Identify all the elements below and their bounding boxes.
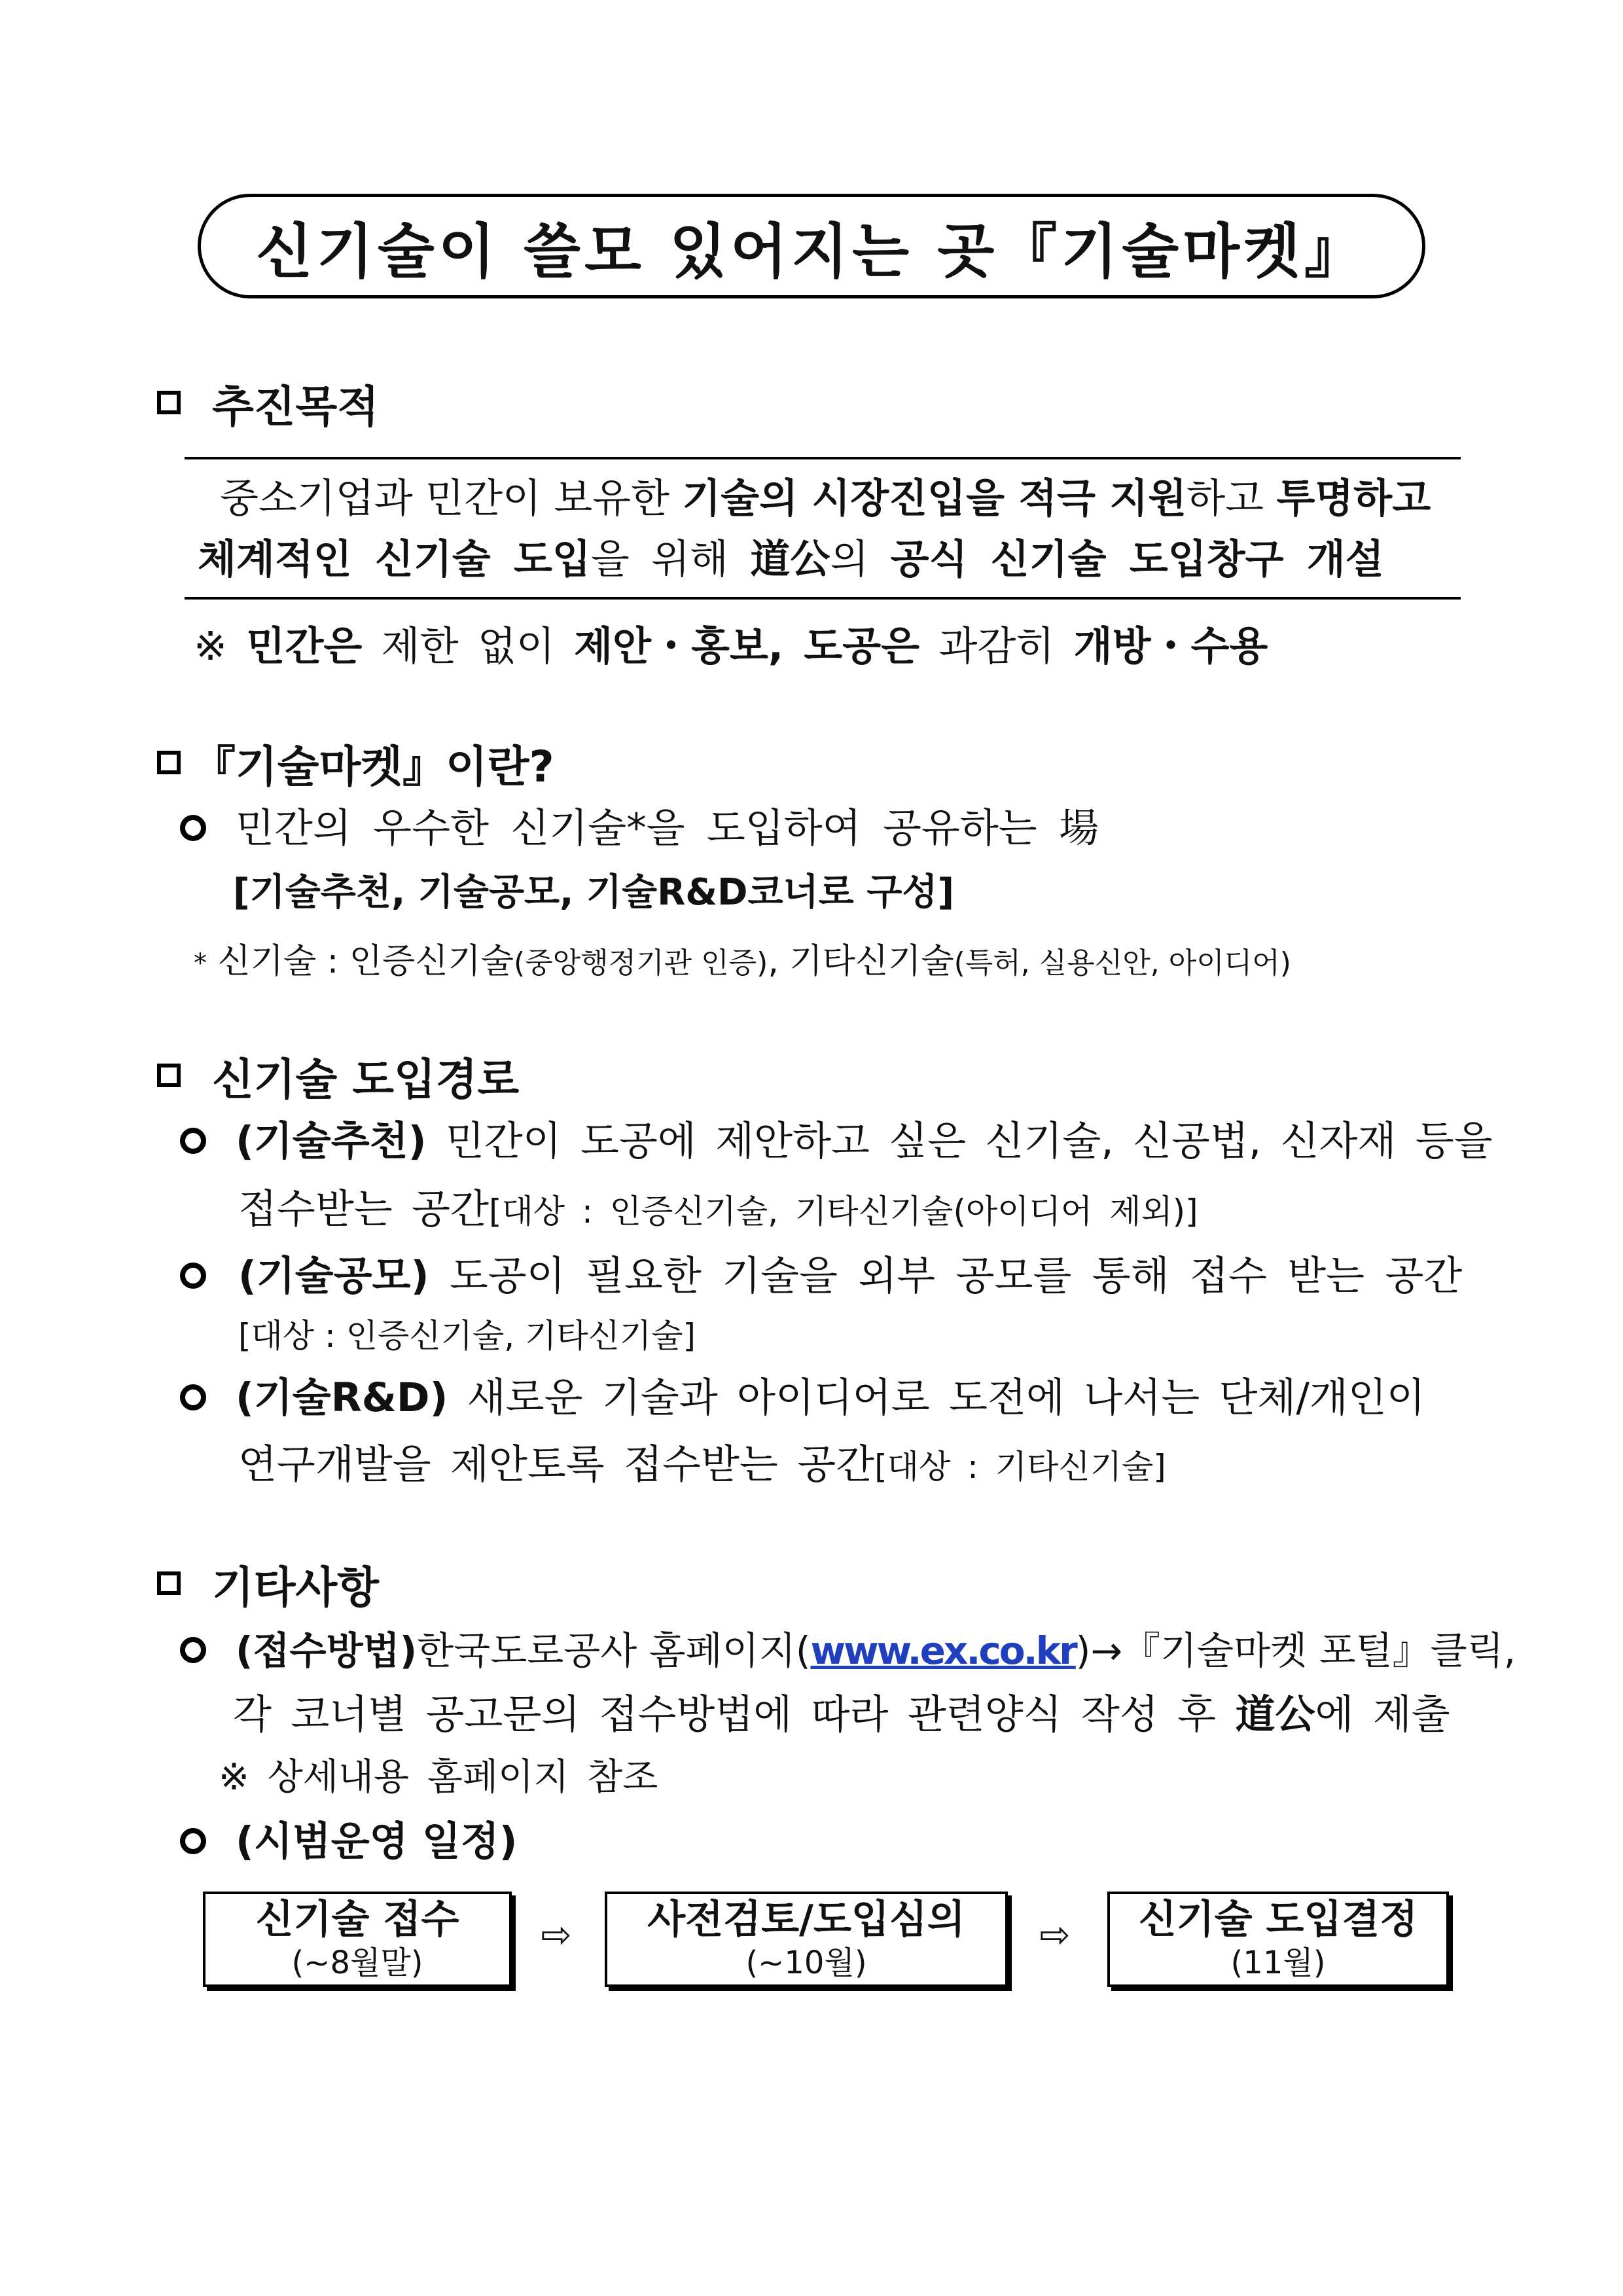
emphasis: 기술의 시장진입을 적극 지원	[682, 475, 1187, 522]
square-bullet-icon	[157, 1064, 181, 1087]
item-label: (기술공모)	[238, 1253, 429, 1299]
purpose-note	[194, 620, 1268, 673]
text: 민간이 도공에 제안하고 싶은 신기술, 신공법, 신자재 등을	[426, 1118, 1493, 1164]
flow-step-1	[203, 1892, 512, 1987]
item-label: (접수방법)	[236, 1628, 418, 1673]
square-bullet-icon	[157, 391, 181, 414]
item-label: (기술R&D)	[236, 1374, 448, 1421]
rule-bottom	[185, 597, 1461, 600]
flow-step-sub: (~8월말)	[291, 1945, 423, 1981]
ring-bullet-icon	[177, 1124, 209, 1157]
route-item-3-line-2	[238, 1439, 1166, 1493]
ring-bullet-icon	[177, 812, 209, 844]
etc-method-note: ※ 상세내용 홈페이지 참조	[219, 1756, 658, 1799]
ring-bullet-icon	[177, 1381, 209, 1414]
text: 신기술 : 인증신기술	[217, 942, 514, 981]
text: 중소기업과 민간이 보유한	[220, 475, 683, 522]
emphasis: 민간은	[246, 623, 363, 670]
emphasis: 개방・수용	[1073, 623, 1268, 670]
text: 접수받는 공간	[238, 1186, 489, 1232]
ring-bullet-icon	[177, 1634, 209, 1666]
flow-step-sub: (~10월)	[745, 1945, 867, 1981]
item-label: (기술추천)	[236, 1118, 427, 1164]
text: 제한 없이	[362, 623, 575, 670]
homepage-link[interactable]: www.ex.co.kr	[810, 1628, 1076, 1673]
section-title: 『기술마켓』이란?	[192, 741, 554, 792]
arrow-right-icon: ⇨	[541, 1914, 572, 1956]
text: 한국도로공사 홈페이지(	[417, 1628, 811, 1673]
route-item-2-line-2: [대상 : 인증신기술, 기타신기술]	[238, 1317, 696, 1355]
emphasis: 투명하고	[1276, 475, 1431, 522]
route-item-3-line-1	[236, 1372, 1425, 1424]
target-note: [대상 : 인증신기술, 기타신기술(아이디어 제외)]	[488, 1193, 1198, 1230]
flow-step-sub: (11월)	[1230, 1945, 1326, 1981]
flow-step-title: 신기술 접수	[255, 1897, 459, 1943]
ring-bullet-icon	[177, 1825, 209, 1857]
text: 의	[830, 536, 891, 583]
text: 을 위해	[590, 536, 751, 583]
text: , 기타신기술	[768, 942, 954, 981]
title-box	[198, 194, 1425, 298]
section-heading-purpose	[157, 373, 379, 432]
etc-method-line-2	[233, 1689, 1450, 1741]
page-title: 신기술이 쓸모 있어지는 곳『기술마켓』	[255, 217, 1368, 286]
text: 과감히	[919, 623, 1074, 670]
what-bullet-1-sub: [기술추천, 기술공모, 기술R&D코너로 구성]	[233, 871, 955, 914]
text: 도공이 필요한 기술을 외부 공모를 통해 접수 받는 공간	[429, 1253, 1463, 1299]
emphasis: 제안・홍보, 도공은	[574, 623, 920, 670]
rule-top	[185, 457, 1461, 459]
emphasis: 道公	[1235, 1691, 1315, 1738]
text-small: (중앙행정기관 인증)	[513, 946, 768, 980]
section-heading-route	[157, 1046, 519, 1105]
purpose-line-2	[198, 533, 1384, 586]
arrow-right-icon: ⇨	[1039, 1914, 1071, 1956]
target-note: [대상 : 기타신기술]	[874, 1448, 1166, 1486]
text-small: (특허, 실용신안, 아이디어)	[954, 946, 1291, 980]
ring-bullet-icon	[177, 1259, 209, 1292]
text: 각 코너별 공고문의 접수방법에 따라 관련양식 작성 후	[233, 1691, 1236, 1738]
square-bullet-icon	[157, 1571, 181, 1595]
emphasis: 공식 신기술 도입창구 개설	[890, 536, 1384, 583]
flow-step-title: 신기술 도입결정	[1138, 1897, 1418, 1943]
section-title: 신기술 도입경로	[212, 1054, 520, 1105]
footnote-mark: *	[194, 948, 207, 978]
flow-step-3	[1107, 1892, 1449, 1987]
section-title: 추진목적	[212, 381, 380, 432]
what-bullet-1: 민간의 우수한 신기술*을 도입하여 공유하는 場	[236, 805, 1099, 852]
section-heading-what	[157, 733, 554, 792]
text: 새로운 기술과 아이디어로 도전에 나서는 단체/개인이	[448, 1374, 1425, 1421]
purpose-line-1	[220, 473, 1431, 525]
square-bullet-icon	[157, 751, 181, 774]
emphasis: 道公	[750, 536, 830, 583]
route-item-1-line-2	[238, 1183, 1198, 1238]
reference-mark: ※	[194, 623, 228, 670]
text: 에 제출	[1315, 1691, 1450, 1738]
text: 하고	[1186, 475, 1277, 522]
text: 연구개발을 제안토록 접수받는 공간	[238, 1441, 875, 1488]
section-title: 기타사항	[212, 1562, 380, 1613]
flow-step-title: 사전검토/도입심의	[647, 1897, 965, 1943]
section-heading-etc	[157, 1554, 379, 1613]
route-item-2-line-1	[238, 1250, 1462, 1302]
route-item-1-line-1	[236, 1115, 1493, 1168]
what-footnote	[194, 939, 1291, 986]
etc-schedule-label: (시범운영 일정)	[236, 1818, 518, 1865]
emphasis: 체계적인 신기술 도입	[198, 536, 591, 583]
etc-method-line-1	[236, 1624, 1516, 1677]
text: )→『기술마켓 포털』클릭,	[1075, 1628, 1516, 1673]
flow-step-2	[605, 1892, 1008, 1987]
